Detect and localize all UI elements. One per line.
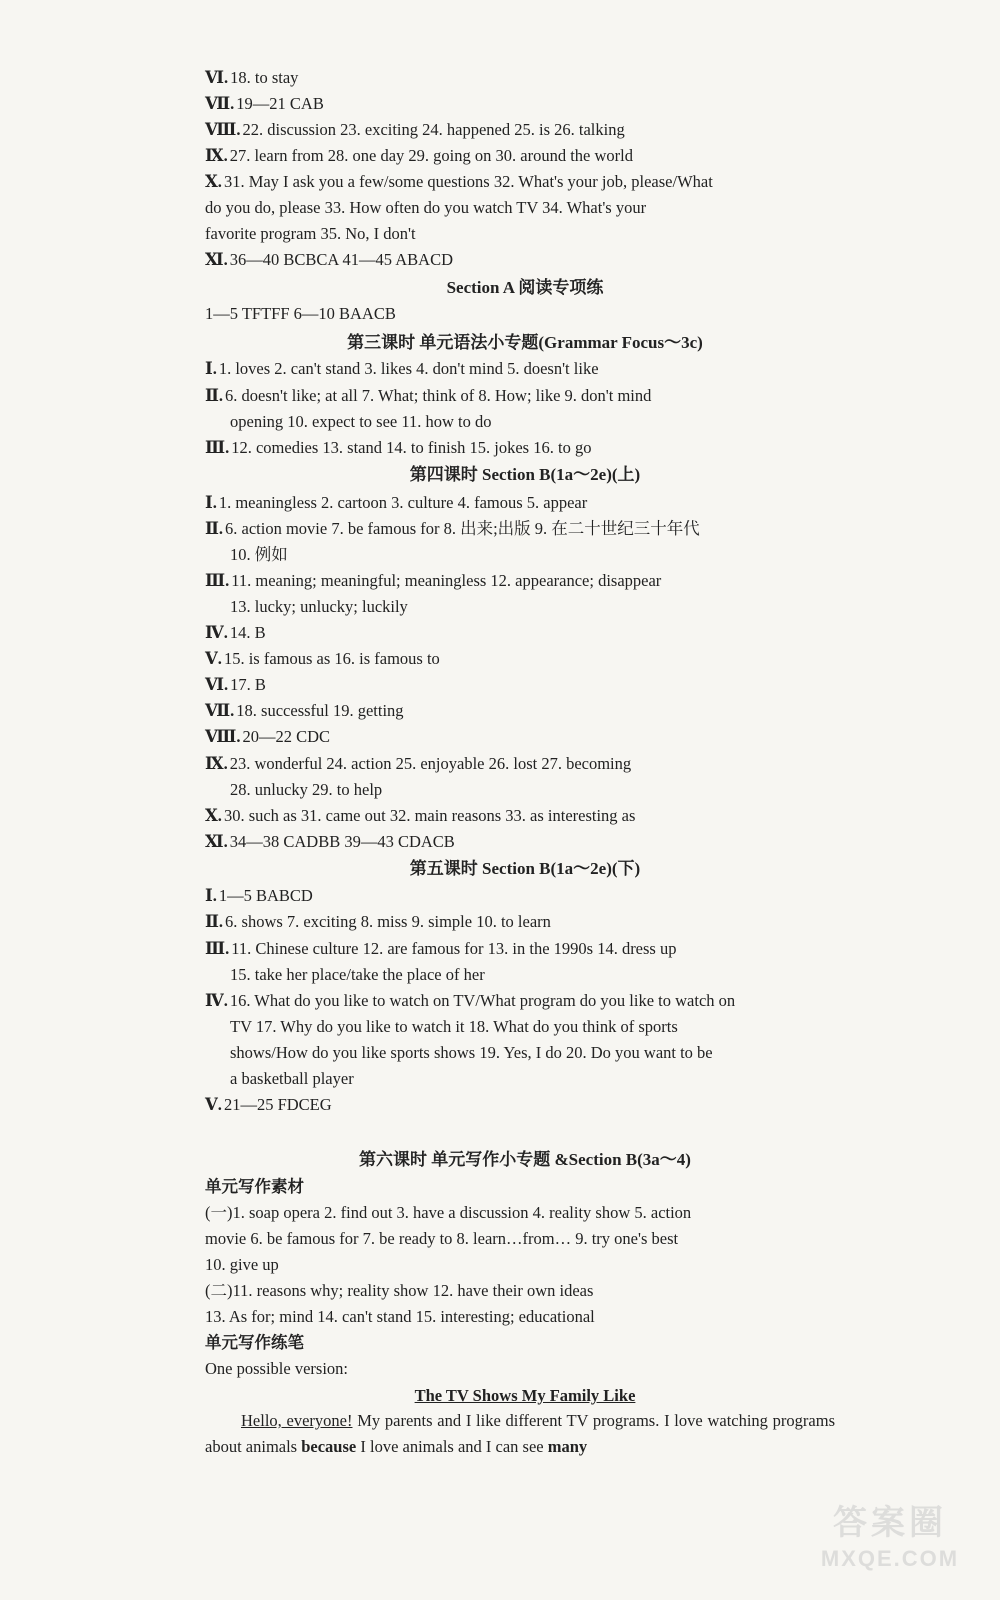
answer-text: 6. action movie 7. be famous for 8. 出来;出版 9. 在二十世纪三十年代 bbox=[225, 519, 700, 538]
answer-text: 34—38 CADBB 39—43 CDACB bbox=[229, 832, 455, 851]
answer-line bbox=[230, 1016, 870, 1038]
answer-line bbox=[205, 570, 845, 592]
watermark-url: MXQE.COM bbox=[820, 1546, 960, 1571]
answer-line bbox=[205, 93, 845, 115]
answer-line bbox=[230, 544, 870, 566]
answer-text: favorite program 35. No, I don't bbox=[205, 224, 416, 243]
answer-line bbox=[230, 779, 870, 801]
answer-line: (二)11. reasons why; reality show 12. have their own ideas bbox=[205, 1281, 594, 1300]
practice-title: 单元写作练笔 bbox=[205, 1333, 304, 1352]
roman-numeral: Ⅳ. bbox=[205, 623, 228, 642]
answer-text: 13. lucky; unlucky; luckily bbox=[230, 597, 408, 616]
answer-line bbox=[205, 911, 845, 933]
lesson-heading: 第四课时 Section B(1a～2e)(上) bbox=[409, 465, 641, 484]
answer-line bbox=[205, 145, 845, 167]
roman-numeral: Ⅷ. bbox=[205, 727, 241, 746]
roman-numeral: Ⅴ. bbox=[205, 1095, 222, 1114]
roman-numeral: Ⅸ. bbox=[205, 146, 228, 165]
answer-line: 1—5 TFTFF 6—10 BAACB bbox=[205, 304, 396, 323]
answer-line bbox=[205, 197, 845, 219]
answer-text: 19—21 CAB bbox=[236, 94, 324, 113]
section-heading: Section A 阅读专项练 bbox=[446, 278, 604, 297]
answer-text: 17. B bbox=[230, 675, 266, 694]
answer-line bbox=[205, 648, 845, 670]
roman-numeral: Ⅵ. bbox=[205, 68, 229, 87]
answer-line bbox=[230, 964, 870, 986]
answer-line bbox=[205, 358, 845, 380]
answer-line bbox=[205, 1094, 845, 1116]
roman-numeral: Ⅲ. bbox=[205, 571, 230, 590]
answer-text: 18. successful 19. getting bbox=[236, 701, 404, 720]
roman-numeral: Ⅷ. bbox=[205, 120, 241, 139]
lesson-heading: 第三课时 单元语法小专题(Grammar Focus～3c) bbox=[347, 333, 703, 352]
answer-line: 10. give up bbox=[205, 1255, 279, 1274]
answer-line bbox=[205, 249, 845, 271]
answer-text: 27. learn from 28. one day 29. going on 30. around the world bbox=[229, 146, 633, 165]
roman-numeral: Ⅺ. bbox=[205, 250, 228, 269]
answer-line bbox=[205, 700, 845, 722]
roman-numeral: Ⅸ. bbox=[205, 754, 228, 773]
material-title: 单元写作素材 bbox=[205, 1177, 304, 1196]
answer-text: 15. take her place/take the place of her bbox=[230, 965, 485, 984]
roman-numeral: Ⅹ. bbox=[205, 172, 222, 191]
answer-line bbox=[230, 1042, 870, 1064]
essay-bold: many bbox=[547, 1437, 588, 1456]
roman-numeral: Ⅲ. bbox=[205, 939, 230, 958]
answer-text: 10. 例如 bbox=[230, 545, 288, 564]
answer-line bbox=[230, 596, 870, 618]
roman-numeral: Ⅴ. bbox=[205, 649, 222, 668]
roman-numeral: Ⅱ. bbox=[205, 386, 224, 405]
essay-text: I love animals and I can see bbox=[356, 1437, 548, 1456]
answer-text: 21—25 FDCEG bbox=[223, 1095, 332, 1114]
answer-line bbox=[205, 67, 845, 89]
answer-line bbox=[205, 674, 845, 696]
answer-text: 1—5 BABCD bbox=[218, 886, 313, 905]
answer-text: 12. comedies 13. stand 14. to finish 15. jokes 16. to go bbox=[231, 438, 592, 457]
answer-line bbox=[205, 885, 845, 907]
roman-numeral: Ⅶ. bbox=[205, 701, 235, 720]
essay-text: My parents and I like different TV programs. I love watching programs about animals bbox=[205, 1411, 835, 1456]
answer-text: 11. Chinese culture 12. are famous for 13. in the 1990s 14. dress up bbox=[231, 939, 677, 958]
watermark-logo-text: 答案圈 bbox=[833, 1504, 947, 1542]
answer-line bbox=[205, 990, 845, 1012]
answer-text: 31. May I ask you a few/some questions 32. What's your job, please/What bbox=[223, 172, 713, 191]
answer-line bbox=[205, 119, 845, 141]
answer-text: 28. unlucky 29. to help bbox=[230, 780, 383, 799]
answer-line bbox=[205, 622, 845, 644]
answer-text: 16. What do you like to watch on TV/What program do you like to watch on bbox=[229, 991, 736, 1010]
roman-numeral: Ⅵ. bbox=[205, 675, 229, 694]
roman-numeral: Ⅳ. bbox=[205, 991, 228, 1010]
answer-text: 36—40 BCBCA 41—45 ABACD bbox=[229, 250, 453, 269]
answer-line bbox=[205, 805, 845, 827]
answer-line bbox=[230, 1068, 870, 1090]
answer-line bbox=[205, 223, 845, 245]
answer-line: (一)1. soap opera 2. find out 3. have a discussion 4. reality show 5. action bbox=[205, 1203, 692, 1222]
answer-text: TV 17. Why do you like to watch it 18. What do you think of sports bbox=[230, 1017, 678, 1036]
roman-numeral: Ⅱ. bbox=[205, 519, 224, 538]
answer-text: a basketball player bbox=[230, 1069, 354, 1088]
answer-text: shows/How do you like sports shows 19. Yes, I do 20. Do you want to be bbox=[230, 1043, 713, 1062]
roman-numeral: Ⅹ. bbox=[205, 806, 222, 825]
answer-text: 20—22 CDC bbox=[242, 727, 331, 746]
answer-text: 1. loves 2. can't stand 3. likes 4. don't mind 5. doesn't like bbox=[218, 359, 599, 378]
roman-numeral: Ⅶ. bbox=[205, 94, 235, 113]
roman-numeral: Ⅲ. bbox=[205, 438, 230, 457]
answer-line bbox=[205, 437, 845, 459]
answer-line bbox=[205, 385, 845, 407]
answer-line bbox=[230, 411, 870, 433]
answer-line: 13. As for; mind 14. can't stand 15. interesting; educational bbox=[205, 1307, 595, 1326]
roman-numeral: Ⅰ. bbox=[205, 886, 217, 905]
version-label: One possible version: bbox=[205, 1359, 348, 1378]
answer-text: 11. meaning; meaningful; meaningless 12. appearance; disappear bbox=[231, 571, 662, 590]
answer-line bbox=[205, 938, 845, 960]
essay-greeting: Hello, everyone! bbox=[241, 1411, 353, 1430]
essay-bold: because bbox=[301, 1437, 357, 1456]
essay-title bbox=[205, 1385, 845, 1407]
answer-text: 14. B bbox=[229, 623, 266, 642]
site-watermark bbox=[800, 1500, 980, 1580]
answer-line bbox=[205, 171, 845, 193]
essay-title-text: The TV Shows My Family Like bbox=[414, 1386, 636, 1405]
answer-text: 1. meaningless 2. cartoon 3. culture 4. famous 5. appear bbox=[218, 493, 588, 512]
lesson-heading: 第六课时 单元写作小专题 &Section B(3a～4) bbox=[359, 1150, 691, 1169]
answer-text: 30. such as 31. came out 32. main reasons 33. as interesting as bbox=[223, 806, 636, 825]
lesson-heading: 第五课时 Section B(1a～2e)(下) bbox=[409, 859, 641, 878]
answer-line bbox=[205, 726, 845, 748]
answer-text: 15. is famous as 16. is famous to bbox=[223, 649, 440, 668]
answer-text: opening 10. expect to see 11. how to do bbox=[230, 412, 492, 431]
roman-numeral: Ⅱ. bbox=[205, 912, 224, 931]
roman-numeral: Ⅰ. bbox=[205, 359, 217, 378]
answer-text: 6. doesn't like; at all 7. What; think of 8. How; like 9. don't mind bbox=[225, 386, 652, 405]
answer-text: 23. wonderful 24. action 25. enjoyable 26. lost 27. becoming bbox=[229, 754, 632, 773]
answer-text: 18. to stay bbox=[230, 68, 299, 87]
answer-text: do you do, please 33. How often do you watch TV 34. What's your bbox=[205, 198, 647, 217]
roman-numeral: Ⅰ. bbox=[205, 493, 217, 512]
answer-line: movie 6. be famous for 7. be ready to 8. learn…from… 9. try one's best bbox=[205, 1229, 679, 1248]
answer-text: 6. shows 7. exciting 8. miss 9. simple 10. to learn bbox=[225, 912, 551, 931]
answer-line bbox=[205, 518, 845, 540]
answer-line bbox=[205, 753, 845, 775]
roman-numeral: Ⅺ. bbox=[205, 832, 228, 851]
answer-text: 22. discussion 23. exciting 24. happened 25. is 26. talking bbox=[242, 120, 625, 139]
answer-line bbox=[205, 831, 845, 853]
essay-paragraph bbox=[205, 1408, 835, 1460]
answer-line bbox=[205, 492, 845, 514]
